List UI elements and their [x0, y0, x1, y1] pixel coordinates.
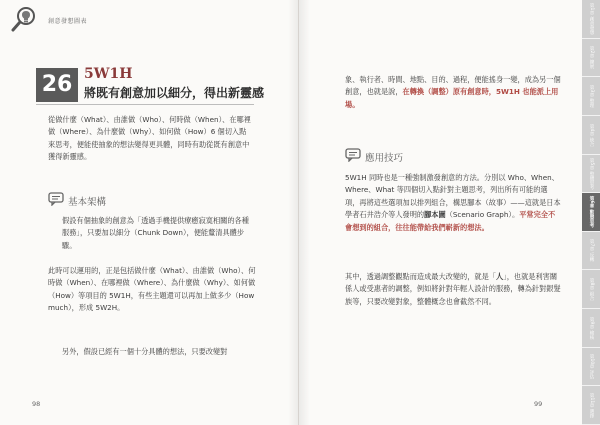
book-title: 創意發想圖表: [48, 18, 88, 25]
left-page: [0, 0, 299, 425]
section-divider: [36, 104, 254, 105]
chapter-tab[interactable]: 第9章 檢核: [582, 309, 600, 348]
body-paragraph: [345, 271, 561, 308]
bold-term: 腳本圖: [424, 210, 446, 220]
highlight-text: 在轉換（調整）原有創意時，5W1H 也能派上用場。: [345, 87, 559, 109]
chapter-tab[interactable]: 第7章 反轉: [582, 232, 600, 271]
chapter-tab[interactable]: 第8章 組合: [582, 270, 600, 309]
chapter-tab[interactable]: 第2章 擴展: [582, 39, 600, 78]
section-number: 26: [36, 68, 78, 102]
chapter-tab[interactable]: 第4章 統合: [582, 116, 600, 155]
chapter-tab[interactable]: 第10章 評估: [582, 348, 600, 387]
page-number-right: 99: [534, 400, 543, 408]
body-text: 5W1H 同時也是一種強制激發創意的方法。分別以 Who、When、Where、What 等四個切入點針對主題思考，列出所有可能的選項，再將這些選項加以排列組合，構思腳本（故事）——這就是日本學者石井浩介等人發明的: [345, 173, 561, 220]
bold-term: 人: [495, 272, 504, 281]
chapter-tabs: [582, 0, 600, 425]
continued-paragraph: [345, 74, 561, 111]
section-title: 將既有創意加以細分，得出新靈感: [84, 86, 265, 100]
chapter-tab[interactable]: 第6章 動態思考: [582, 193, 600, 232]
magnifier-bulb-icon: [10, 4, 40, 34]
chapter-tab[interactable]: 第11章 選擇: [582, 386, 600, 425]
body-text: （Scenario Graph）。: [445, 210, 520, 220]
body-text: 其中，透過調整觀點而造成最大改變的，就是「: [345, 272, 496, 281]
book-gutter: [288, 0, 310, 425]
body-text: 」，也就是利害關係人或受惠者的調整，例如將針對年輕人設計的服務，轉為針對銀髮族等，只要改變對象，整體概念也會截然不同。: [345, 272, 561, 306]
subhead-label: 基本架構: [68, 197, 107, 208]
chat-bubble-icon: [48, 192, 64, 206]
body-paragraph: 假設有個抽象的創意為「透過手機提供療癒寂寞相關的各種服務」，只要加以細分（Chunk Down），便能釐清具體步驟。: [62, 216, 249, 250]
page-number-left: 98: [32, 400, 41, 408]
body-paragraph: [345, 172, 561, 234]
chat-bubble-icon: [345, 148, 361, 162]
chapter-tab[interactable]: 第5章 整體思考: [582, 155, 600, 194]
intro-paragraph: 從做什麼（What）、由誰做（Who）、何時做（When）、在哪裡做（Where）、為什麼做（Why）、如何做（How）6 個切入點來思考，便能使抽象的想法變得更具體，同時有助從既有創意中獲得新靈感。: [48, 115, 251, 162]
chapter-tab[interactable]: 第1章 創意發想: [582, 0, 600, 39]
subhead-label: 應用技巧: [365, 153, 404, 164]
chapter-tab[interactable]: 第3章 整理: [582, 77, 600, 116]
body-paragraph: 此時可以運用的，正是包括做什麼（What）、由誰做（Who）、何時做（When）、在哪裡做（Where）、為什麼做（Why）、如何做（How）等項目的 5W1H，有些主題還可以再加上做多少（How much），形成 5W2H。: [48, 266, 256, 313]
section-code: 5W1H: [84, 66, 133, 82]
highlight-text: 平常完全不會想到的組合，往往能帶給我們嶄新的想法。: [345, 210, 556, 232]
body-text: 象、執行者、時間、地點、目的、過程，便能搖身一變，成為另一個創意，也就是說，: [345, 75, 561, 97]
body-paragraph: 另外，假設已經有一個十分具體的想法，只要改變對: [62, 347, 228, 356]
